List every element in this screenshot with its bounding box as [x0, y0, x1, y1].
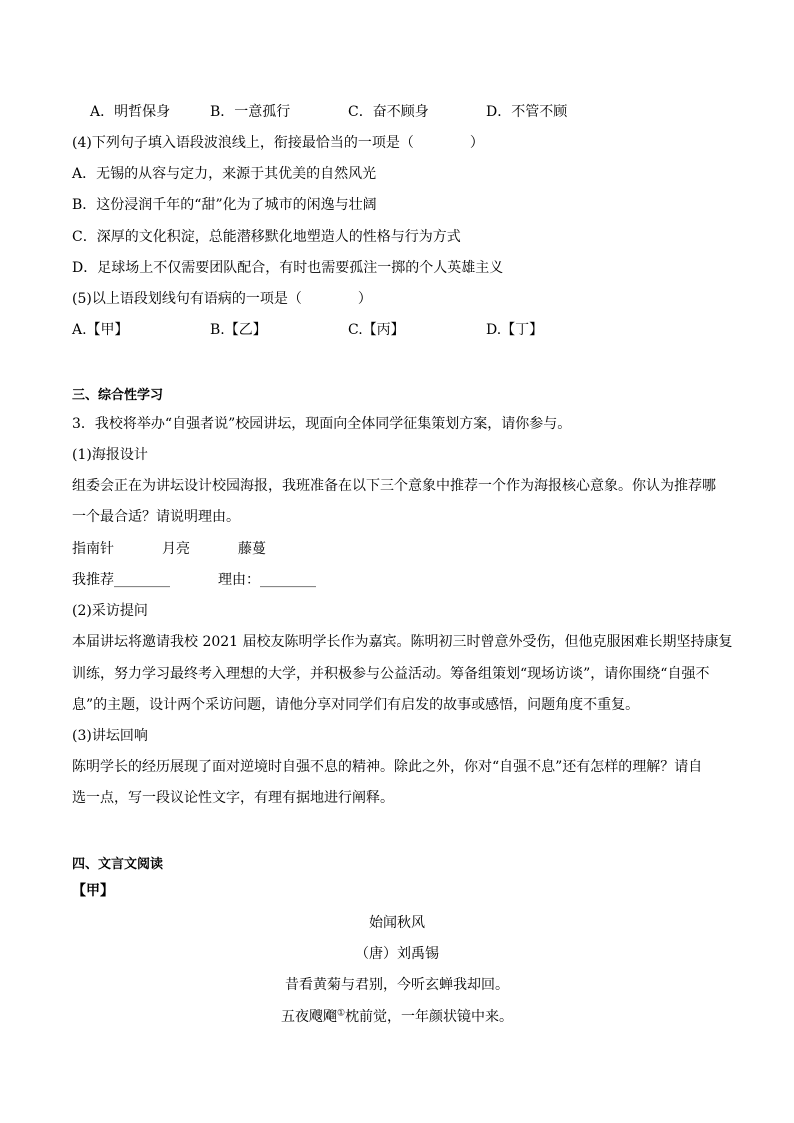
- poem-line-2-part-a: 五夜飕飗: [280, 1009, 337, 1025]
- passage-label: 【甲】: [72, 883, 114, 899]
- part-2-text-line-3: 息”的主题，设计两个采访问题，请他分享对同学们有启发的故事或感悟，问题角度不重复。: [72, 697, 640, 713]
- question-4-option-a: A．无锡的从容与定力，来源于其优美的自然风光: [72, 166, 377, 182]
- part-1-text-line-1: 组委会正在为讲坛设计校园海报，我班准备在以下三个意象中推荐一个作为海报核心意象。你认为推荐哪: [72, 478, 716, 494]
- part-1-title: (1)海报设计: [72, 447, 148, 463]
- poem-line-1: 昔看黄菊与君别，今听玄蝉我却回。: [285, 977, 509, 993]
- poem-author: （唐）刘禹锡: [355, 946, 439, 962]
- recommend-blank: 我推荐________: [72, 572, 170, 588]
- question-5-option-a: A.【甲】: [72, 322, 129, 338]
- question-4-option-c: C．深厚的文化积淀，总能潜移默化地塑造人的性格与行为方式: [72, 229, 461, 245]
- part-1-text-line-2: 一个最合适？请说明理由。: [72, 509, 240, 525]
- option-a: A．明哲保身: [90, 104, 171, 120]
- question-5-option-c: C.【丙】: [348, 322, 405, 338]
- section-4-heading: 四、文言文阅读: [72, 857, 164, 872]
- section-3-intro: 3．我校将举办“自强者说”校园讲坛，现面向全体同学征集策划方案，请你参与。: [72, 416, 572, 432]
- option-c: C．奋不顾身: [348, 104, 429, 120]
- part-3-title: (3)讲坛回响: [72, 728, 148, 744]
- poem-line-2-part-b: 枕前觉，一年颜状镜中来。: [345, 1009, 514, 1025]
- poem-title: 始闻秋风: [369, 915, 425, 931]
- question-5-option-b: B.【乙】: [210, 322, 267, 338]
- question-4-stem: (4)下列句子填入语段波浪线上，衔接最恰当的一项是（ ）: [72, 135, 484, 151]
- section-3-heading: 三、综合性学习: [72, 388, 164, 403]
- choice-vine: 藤蔓: [238, 541, 266, 557]
- option-d: D．不管不顾: [486, 104, 568, 120]
- option-b: B．一意孤行: [210, 104, 291, 120]
- part-2-text-line-1: 本届讲坛将邀请我校 2021 届校友陈明学长作为嘉宾。陈明初三时曾意外受伤，但他克服困难长期坚持康复: [72, 634, 733, 650]
- choice-compass: 指南针: [72, 541, 114, 557]
- poem-line-2: [0, 1007, 794, 1027]
- reason-blank: 理由：________: [218, 572, 316, 588]
- question-4-option-b: B．这份浸润千年的“甜”化为了城市的闲逸与壮阔: [72, 197, 377, 213]
- choice-moon: 月亮: [162, 541, 190, 557]
- question-4-option-d: D．足球场上不仅需要团队配合，有时也需要孤注一掷的个人英雄主义: [72, 260, 504, 276]
- part-3-text-line-1: 陈明学长的经历展现了面对逆境时自强不息的精神。除此之外，你对“自强不息”还有怎样的理解？请自: [72, 759, 703, 775]
- question-5-stem: (5)以上语段划线句有语病的一项是（ ）: [72, 291, 372, 307]
- footnote-marker: ①: [336, 1008, 346, 1019]
- part-2-title: (2)采访提问: [72, 603, 148, 619]
- part-3-text-line-2: 选一点，写一段议论性文字，有理有据地进行阐释。: [72, 790, 394, 806]
- part-2-text-line-2: 训练，努力学习最终考入理想的大学，并积极参与公益活动。筹备组策划“现场访谈”，请你围绕“自强不: [72, 666, 710, 682]
- question-5-option-d: D.【丁】: [486, 322, 544, 338]
